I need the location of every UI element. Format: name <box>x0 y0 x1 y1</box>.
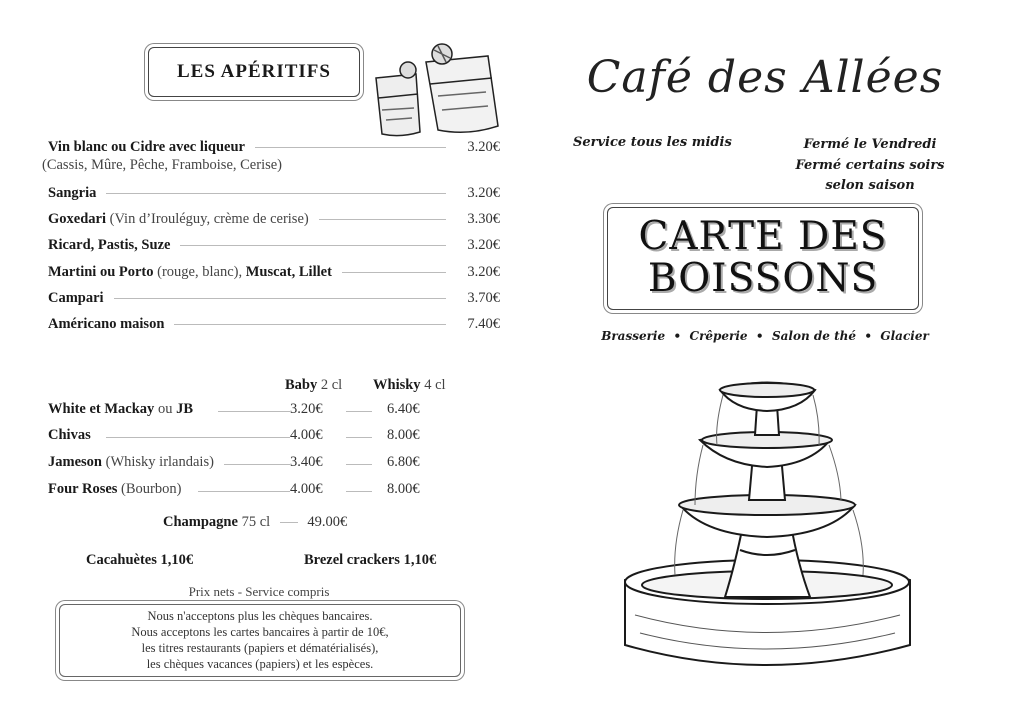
cocktail-glasses-icon <box>368 40 508 140</box>
item-detail: (rouge, blanc), <box>157 263 243 280</box>
item-detail: (Vin d’Irouléguy, crème de cerise) <box>109 210 309 227</box>
leader-line <box>180 245 446 246</box>
aperitif-sub: (Cassis, Mûre, Pêche, Framboise, Cerise) <box>42 157 283 173</box>
leader-line <box>346 491 372 492</box>
snack-brezel: Brezel crackers 1,10€ <box>304 552 437 568</box>
leader-line <box>198 491 290 492</box>
payment-note: Nous n'acceptons plus les chèques bancaires. <box>147 609 373 623</box>
baby-price: 3.40€ <box>290 454 323 470</box>
leader-line <box>224 464 290 465</box>
whisky-price: 6.40€ <box>387 401 420 417</box>
aperitif-row <box>48 137 500 157</box>
leader-line <box>218 411 290 412</box>
leader-line <box>106 193 446 194</box>
item-price: 7.40€ <box>467 315 500 332</box>
leader-line <box>346 437 372 438</box>
item-name-2: Muscat, Lillet <box>245 263 332 280</box>
whisky-row: Jameson (Whisky irlandais) 3.40€ 6.80€ <box>48 454 420 470</box>
whisky-header: Whisky 4 cl <box>373 377 446 393</box>
item-price: 3.70€ <box>467 289 500 306</box>
aperitifs-title: LES APÉRITIFS <box>177 61 331 82</box>
aperitif-row <box>48 262 500 282</box>
leader-line <box>255 147 446 148</box>
carte-title: CARTE DES BOISSONS <box>638 214 888 301</box>
champagne-row: Champagne 75 cl 49.00€ <box>163 514 348 530</box>
item-name: Campari <box>48 289 104 306</box>
item-price: 3.20€ <box>467 138 500 155</box>
baby-price: 4.00€ <box>290 481 323 497</box>
item-price: 3.20€ <box>467 184 500 201</box>
categories: Brasserie • Crêperie • Salon de thé • Glacier <box>601 329 929 343</box>
baby-price: 3.20€ <box>290 401 323 417</box>
aperitif-row <box>48 314 500 334</box>
baby-header: Baby 2 cl <box>285 377 343 393</box>
leader-line <box>174 324 446 325</box>
payment-notes-box <box>59 604 461 677</box>
aperitifs-title-frame <box>148 47 360 97</box>
baby-price: 4.00€ <box>290 427 323 443</box>
service-text: Service tous les midis <box>573 135 732 150</box>
prix-nets: Prix nets - Service compris <box>188 584 330 599</box>
item-name: Ricard, Pastis, Suze <box>48 236 171 253</box>
leader-line <box>342 272 446 273</box>
payment-note: les chèques vacances (papiers) et les espèces. <box>146 657 374 671</box>
payment-note: Nous acceptons les cartes bancaires à partir de 10€, <box>131 625 389 639</box>
aperitif-row <box>48 209 500 229</box>
item-name: Vin blanc ou Cidre avec liqueur <box>48 138 245 155</box>
item-name: Martini ou Porto <box>48 263 154 280</box>
item-name: Sangria <box>48 184 97 201</box>
leader-line <box>106 437 290 438</box>
item-price: 3.20€ <box>467 236 500 253</box>
aperitif-row <box>48 288 500 308</box>
leader-line <box>114 298 446 299</box>
snack-cacahuetes: Cacahuètes 1,10€ <box>86 552 194 568</box>
whisky-row: Four Roses (Bourbon) 4.00€ 8.00€ <box>48 481 420 497</box>
item-name: Goxedari <box>48 210 106 227</box>
aperitif-row <box>48 235 500 255</box>
payment-note: les titres restaurants (papiers et dématérialisés), <box>141 641 379 655</box>
item-price: 3.30€ <box>467 210 500 227</box>
whisky-row: White et Mackay ou JB 3.20€ 6.40€ <box>48 401 420 417</box>
closing-info: Fermé le Vendredi Fermé certains soirs selon saison <box>795 137 945 193</box>
leader-line <box>346 464 372 465</box>
item-name: Américano maison <box>48 315 165 332</box>
whisky-row: Chivas 4.00€ 8.00€ <box>48 427 420 443</box>
carte-title-frame <box>607 207 919 310</box>
whisky-price: 8.00€ <box>387 481 420 497</box>
cafe-name-logo: Café des Allées <box>586 52 944 103</box>
leader-line <box>346 411 372 412</box>
fountain-illustration <box>615 375 920 685</box>
aperitif-row <box>48 183 500 203</box>
leader-line <box>319 219 446 220</box>
item-price: 3.20€ <box>467 263 500 280</box>
whisky-price: 6.80€ <box>387 454 420 470</box>
whisky-price: 8.00€ <box>387 427 420 443</box>
